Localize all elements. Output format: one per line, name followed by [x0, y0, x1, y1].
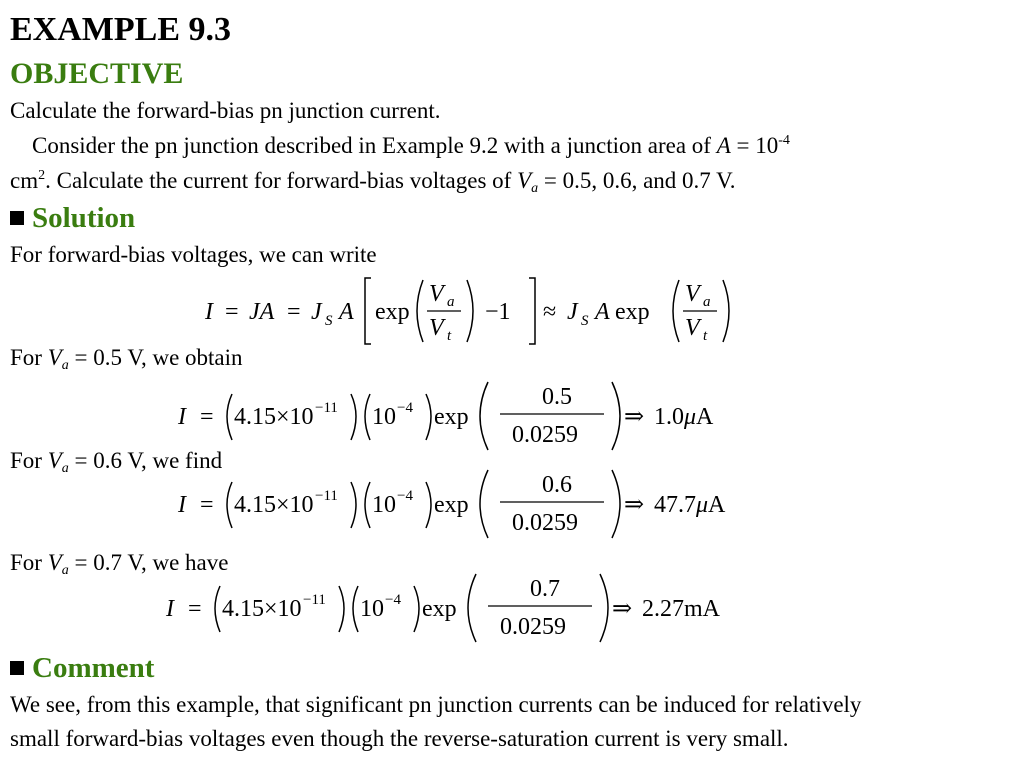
case-3-sub: a	[61, 563, 69, 578]
comment-line-2: small forward-bias voltages even though the reverse-saturation current is very small.	[10, 726, 789, 751]
case-3-equation	[160, 570, 760, 646]
eq-implies-arrow: ⇒	[612, 596, 633, 622]
exp-left-paren	[480, 470, 488, 538]
right-paren	[467, 280, 473, 342]
case-2-suffix: = 0.6 V, we find	[68, 448, 223, 473]
area-left-paren	[365, 482, 370, 528]
area-unit-exponent: 2	[38, 168, 46, 183]
eq-denominator: 0.0259	[512, 422, 578, 448]
left-paren	[417, 280, 423, 342]
eq-js-value: 4.15×10	[234, 492, 314, 518]
case-3-for: For	[10, 550, 48, 575]
eq-area-exponent: −4	[397, 400, 413, 416]
eq-exp: exp	[422, 596, 457, 622]
objective-text-2: . Calculate the current for forward-bias voltages of	[45, 168, 518, 193]
solution-heading	[10, 201, 135, 235]
area-variable: A	[716, 133, 731, 158]
left-paren-2	[673, 280, 679, 342]
eq-result-unit: A	[708, 492, 726, 518]
eq-area-exponent: −4	[385, 592, 401, 608]
eq-Va-sub-2: a	[703, 294, 711, 310]
eq-denominator: 0.0259	[500, 614, 566, 640]
exp-right-paren	[612, 470, 620, 538]
comment-line-1: We see, from this example, that significant pn junction currents can be induced for relatively	[10, 692, 862, 717]
eq-js-exponent: −11	[315, 488, 338, 504]
eq-area-value: 10	[372, 404, 396, 430]
voltage-variable: V	[517, 168, 532, 193]
area-left-paren	[353, 586, 358, 632]
case-1-sub: a	[61, 358, 69, 373]
eq-exp: exp	[434, 492, 469, 518]
eq-exp: exp	[434, 404, 469, 430]
eq-I: I	[205, 299, 213, 325]
case-2-equation	[172, 466, 772, 542]
right-paren-2	[723, 280, 729, 342]
exp-right-paren	[600, 574, 608, 642]
eq-equals: =	[188, 596, 202, 622]
eq-numerator: 0.6	[542, 472, 572, 498]
eq-equals: =	[200, 492, 214, 518]
eq-area-value: 10	[360, 596, 384, 622]
eq-Va: V	[429, 281, 444, 307]
eq-js-value: 4.15×10	[222, 596, 302, 622]
eq-result-prefix: μ	[696, 492, 709, 518]
js-right-paren	[351, 394, 356, 440]
left-bracket	[365, 278, 371, 344]
eq-result-value: 2.27mA	[642, 596, 720, 622]
eq-result-value: 47.7	[654, 492, 696, 518]
eq-Va-2: V	[685, 281, 700, 307]
area-right-paren	[414, 586, 419, 632]
case-3-var: V	[47, 550, 62, 575]
eq-numerator: 0.5	[542, 384, 572, 410]
eq-denominator: 0.0259	[512, 510, 578, 536]
square-bullet-icon	[10, 211, 24, 225]
objective-line-3	[10, 166, 736, 196]
eq-Vt-2: V	[685, 315, 700, 341]
eq-Vt: V	[429, 315, 444, 341]
eq-Js-sub: S	[325, 313, 333, 329]
case-1-for: For	[10, 345, 48, 370]
eq-area-exponent: −4	[397, 488, 413, 504]
js-right-paren	[351, 482, 356, 528]
eq-js-exponent: −11	[315, 400, 338, 416]
area-left-paren	[365, 394, 370, 440]
eq-result-prefix: μ	[684, 404, 697, 430]
exp-left-paren	[468, 574, 476, 642]
eq-Vt-sub-2: t	[703, 328, 708, 344]
case-1-equation	[172, 378, 772, 454]
eq-exp: exp	[375, 299, 410, 325]
eq-JA: JA	[249, 299, 275, 325]
objective-line-2	[32, 131, 790, 161]
voltage-values: = 0.5, 0.6, and 0.7 V.	[538, 168, 736, 193]
eq-I: I	[166, 596, 174, 622]
area-right-paren	[426, 394, 431, 440]
exp-left-paren	[480, 382, 488, 450]
eq-minus-one: −1	[485, 299, 511, 325]
area-exponent: -4	[778, 133, 790, 148]
example-title: EXAMPLE 9.3	[10, 11, 231, 48]
js-left-paren	[227, 394, 232, 440]
right-bracket	[529, 278, 535, 344]
eq-equals: =	[200, 404, 214, 430]
eq-I: I	[178, 492, 186, 518]
eq-Js: J	[311, 299, 322, 325]
solution-heading-label: Solution	[32, 202, 136, 234]
case-2-var: V	[47, 448, 62, 473]
general-equation	[195, 272, 755, 352]
eq-exp-2: exp	[615, 299, 650, 325]
eq-A-2: A	[595, 299, 610, 325]
eq-Js-2: J	[567, 299, 578, 325]
voltage-subscript: a	[531, 181, 539, 196]
case-2-sub: a	[61, 461, 69, 476]
eq-js-value: 4.15×10	[234, 404, 314, 430]
eq-Va-sub: a	[447, 294, 455, 310]
area-right-paren	[426, 482, 431, 528]
eq-equals-1: =	[225, 299, 239, 325]
objective-line-1: Calculate the forward-bias pn junction current.	[10, 98, 441, 123]
area-equals: = 10	[730, 133, 779, 158]
exp-right-paren	[612, 382, 620, 450]
js-right-paren	[339, 586, 344, 632]
case-1-var: V	[47, 345, 62, 370]
comment-heading-label: Comment	[32, 652, 155, 684]
eq-implies-arrow: ⇒	[624, 404, 645, 430]
eq-area-value: 10	[372, 492, 396, 518]
case-1-suffix: = 0.5 V, we obtain	[68, 345, 243, 370]
area-unit: cm	[10, 168, 39, 193]
case-3-suffix: = 0.7 V, we have	[68, 550, 229, 575]
eq-result-value: 1.0	[654, 404, 684, 430]
eq-A: A	[339, 299, 354, 325]
eq-result-unit: A	[696, 404, 714, 430]
comment-heading	[10, 651, 154, 685]
eq-implies-arrow: ⇒	[624, 492, 645, 518]
eq-numerator: 0.7	[530, 576, 560, 602]
case-1-intro	[10, 343, 243, 373]
eq-approx: ≈	[543, 299, 557, 325]
js-left-paren	[227, 482, 232, 528]
eq-Js-sub-2: S	[581, 313, 589, 329]
solution-intro: For forward-bias voltages, we can write	[10, 242, 377, 267]
objective-heading: OBJECTIVE	[10, 57, 184, 90]
eq-equals-2: =	[287, 299, 301, 325]
js-left-paren	[215, 586, 220, 632]
objective-text: Consider the pn junction described in Example 9.2 with a junction area of	[32, 133, 717, 158]
eq-Vt-sub: t	[447, 328, 452, 344]
eq-I: I	[178, 404, 186, 430]
square-bullet-icon	[10, 661, 24, 675]
eq-js-exponent: −11	[303, 592, 326, 608]
case-2-for: For	[10, 448, 48, 473]
